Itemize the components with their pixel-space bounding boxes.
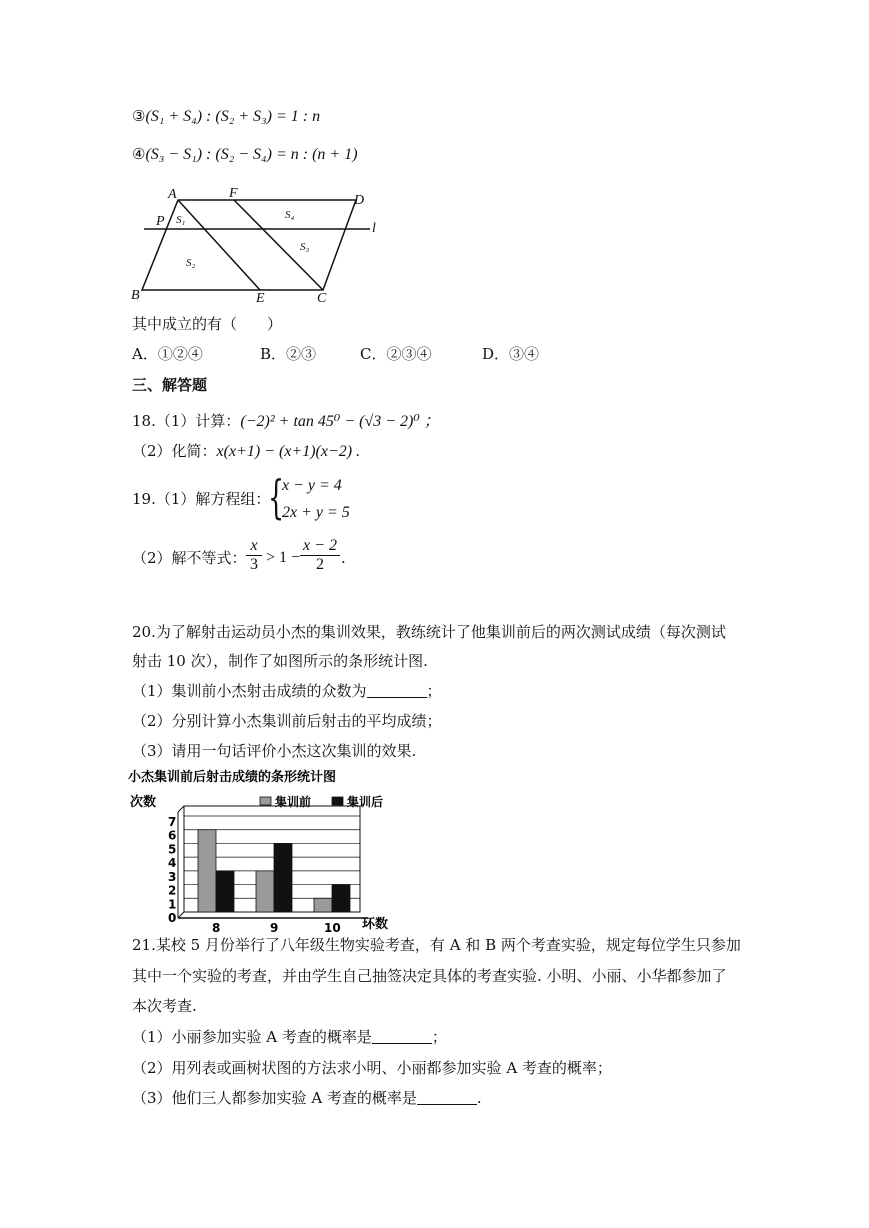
q20-sub3: （3）请用一句话评价小杰这次集训的效果. (132, 742, 417, 760)
inequality-middle: > 1 − (266, 549, 301, 566)
system-brace: { (268, 470, 285, 524)
label-E: E (256, 291, 265, 306)
item-3 (132, 106, 320, 127)
label-S1: S₁ (176, 214, 186, 226)
answer-blank[interactable] (372, 1029, 432, 1044)
q17-options (132, 344, 539, 364)
q21-sub3-end: . (476, 1089, 482, 1107)
q21-line2: 其中一个实验的考查，并由学生自己抽签决定具体的考查实验. 小明、小丽、小华都参加了 (132, 967, 727, 985)
label-F: F (229, 186, 238, 201)
q18-part2-expr: x(x+1) − (x+1)(x−2) . (216, 443, 361, 460)
q19-part1-label: 19.（1）解方程组： (132, 490, 271, 508)
section-heading: 三、解答题 (132, 376, 208, 394)
q21-sub1 (132, 1027, 447, 1047)
frac2-numerator: x − 2 (303, 537, 337, 554)
frac1-denominator: 3 (246, 555, 262, 574)
answer-blank[interactable] (367, 683, 427, 698)
bar (314, 898, 332, 912)
y-tick-label: 7 (168, 815, 177, 829)
q21-line1: 21.某校 5 月份举行了八年级生物实验考查，有 A 和 B 两个考查实验，规定每位学生只参加 (132, 936, 741, 954)
q19-part2-label: （2）解不等式： (132, 549, 247, 567)
x-tick-label: 8 (212, 921, 221, 935)
q21-line3: 本次考查. (132, 997, 197, 1015)
label-B: B (131, 288, 140, 303)
y-tick-label: 4 (168, 856, 177, 871)
y-tick-label: 2 (168, 883, 177, 898)
option-b[interactable]: B．②③ (260, 345, 317, 363)
label-l: l (372, 221, 376, 236)
x-axis-title: 环数 (362, 917, 389, 932)
x-tick-label: 10 (324, 921, 341, 935)
q20-line1: 20.为了解射击运动员小杰的集训效果，教练统计了他集训前后的两次测试成绩（每次测试 (132, 623, 726, 641)
y-tick-label: 0 (168, 911, 177, 925)
legend-label: 集训前 (275, 795, 312, 809)
item-3-mark: ③ (132, 107, 146, 125)
bar (256, 871, 274, 912)
q21-sub3 (132, 1088, 482, 1108)
parallelogram-outline (142, 200, 356, 290)
frac1-numerator: x (250, 537, 258, 554)
legend-swatch (332, 797, 343, 805)
y-tick-label: 1 (168, 897, 177, 912)
bar (274, 843, 292, 912)
y-tick-label: 6 (168, 828, 177, 843)
q20-line2: 射击 10 次），制作了如图所示的条形统计图. (132, 652, 428, 670)
label-A: A (168, 187, 177, 202)
option-d[interactable]: D．③④ (482, 345, 540, 363)
q18-part2-label: （2）化简： (132, 442, 217, 460)
legend-swatch (260, 797, 271, 805)
frame-corner (178, 806, 184, 812)
q20-sub1 (132, 681, 442, 701)
answer-blank[interactable] (417, 1090, 477, 1105)
item-4-mark: ④ (132, 145, 146, 163)
fraction-x-over-3 (246, 537, 262, 574)
option-a[interactable]: A．①②④ (132, 345, 203, 363)
bar (332, 885, 350, 912)
q21-sub1-text: （1）小丽参加实验 A 考查的概率是 (132, 1028, 372, 1046)
bar (198, 830, 216, 912)
q18-part1 (132, 411, 440, 432)
y-tick-label: 3 (168, 869, 177, 884)
q21-sub1-end: ； (431, 1028, 447, 1046)
bar-chart (128, 766, 408, 935)
label-P: P (156, 214, 165, 229)
q19-eq1: x − y = 4 (282, 477, 342, 494)
q21-sub3-text: （3）他们三人都参加实验 A 考查的概率是 (132, 1089, 417, 1107)
label-S3: S₃ (300, 241, 310, 253)
frame-corner (178, 912, 184, 918)
parallelogram-figure (128, 186, 388, 308)
y-axis-title: 次数 (130, 795, 157, 810)
chart-title: 小杰集训前后射击成绩的条形统计图 (128, 770, 337, 785)
q20-sub1-text: （1）集训前小杰射击成绩的众数为 (132, 682, 367, 700)
legend-label: 集训后 (347, 795, 384, 809)
bar (216, 871, 234, 912)
q18-part1-label: 18.（1）计算： (132, 412, 241, 430)
q18-part2 (132, 441, 360, 462)
item-4 (132, 144, 358, 165)
y-tick-label: 5 (168, 842, 177, 857)
q21-sub2: （2）用列表或画树状图的方法求小明、小丽都参加实验 A 考查的概率； (132, 1059, 612, 1077)
item-3-expr: (S₁ + S₄) : (S₂ + S₃) = 1 : n (145, 108, 321, 125)
q19-eq2: 2x + y = 5 (282, 504, 350, 521)
label-S2: S₂ (186, 257, 196, 269)
label-C: C (317, 291, 327, 306)
q17-prompt: 其中成立的有（ ） (132, 315, 283, 333)
fraction-x-minus-2-over-2 (300, 537, 340, 574)
x-tick-label: 9 (270, 921, 279, 935)
item-4-expr: (S₃ − S₁) : (S₂ − S₄) = n : (n + 1) (145, 146, 358, 163)
q18-part1-expr: (−2)² + tan 45⁰ − (√3 − 2)⁰ ； (240, 413, 440, 430)
q20-sub1-end: ； (426, 682, 442, 700)
label-S4: S₄ (285, 209, 295, 221)
option-c[interactable]: C．②③④ (360, 345, 432, 363)
frac2-denominator: 2 (300, 555, 340, 574)
label-D: D (354, 193, 365, 208)
inequality-end: . (341, 549, 346, 567)
q20-sub2: （2）分别计算小杰集训前后射击的平均成绩； (132, 712, 442, 730)
